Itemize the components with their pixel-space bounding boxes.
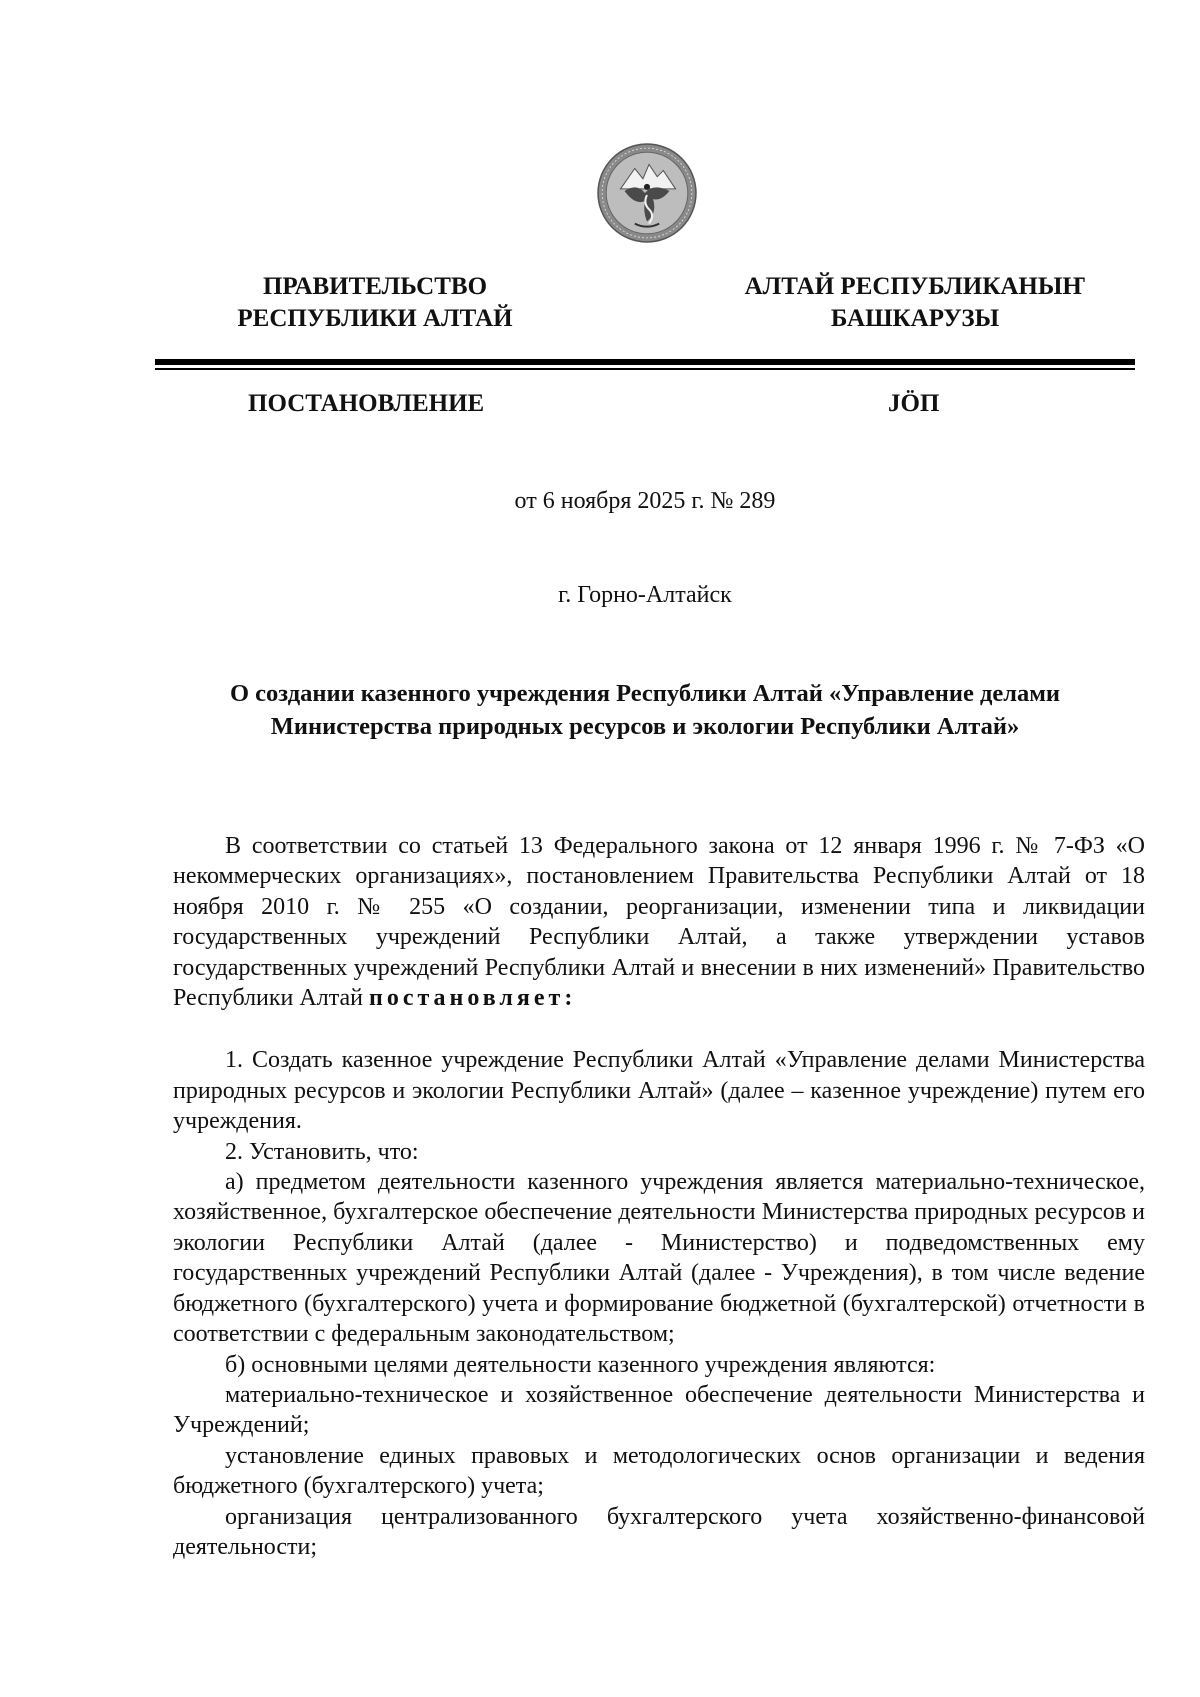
org-name-russian-line2: РЕСПУБЛИКИ АЛТАЙ: [237, 305, 513, 332]
paragraph-2b: б) основными целями деятельности казенного учреждения являются:: [225, 1351, 936, 1378]
header-divider-thin: [155, 368, 1135, 370]
document-city: г. Горно-Алтайск: [558, 582, 732, 608]
document-title: [155, 677, 1135, 743]
header-divider-thick: [155, 359, 1135, 365]
org-name-russian: [225, 271, 525, 335]
paragraph-1: 1. Создать казенное учреждение Республики Алтай «Управление делами Министерства природных ресурсов и экологии Республики Алтай» (далее – казенное учреждение) путем его учреждения.: [173, 1047, 1145, 1135]
org-name-altai-line2: БАШКАРУЗЫ: [830, 305, 1000, 332]
document-title-line2: Министерства природных ресурсов и экологии Республики Алтай»: [270, 713, 1020, 740]
document-date-number: от 6 ноября 2025 г. № 289: [514, 488, 776, 514]
paragraph-2a: а) предметом деятельности казенного учреждения является материально-техническое, хозяйственное, бухгалтерское обеспечение деятельности Министерства природных ресурсов и экологии Республики Алтай (далее - Министерство) и подведомственных ему государственных учреждений Республики Алтай (далее - Учреждения), в том числе ведение бюджетного (бухгалтерского) учета и формирование бюджетной (бухгалтерской) отчетности в соответствии с федеральным законодательством;: [173, 1169, 1145, 1348]
org-name-altai: [735, 271, 1095, 335]
org-name-altai-line1: АЛТАЙ РЕСПУБЛИКАНЫҤ: [744, 273, 1086, 300]
doc-type-altai: ЈӦП: [888, 390, 940, 417]
resolves-word: постановляет: [368, 985, 565, 1012]
republic-emblem: [596, 142, 698, 244]
paragraph-2b-item-1: материально-техническое и хозяйственное обеспечение деятельности Министерства и Учреждений;: [173, 1381, 1145, 1439]
preamble-paragraph: [173, 831, 1145, 1013]
doc-type-russian: ПОСТАНОВЛЕНИЕ: [248, 390, 485, 417]
document-body: [173, 831, 1145, 1562]
paragraph-2b-item-3: организация централизованного бухгалтерского учета хозяйственно-финансовой деятельности;: [173, 1503, 1145, 1560]
document-title-line1: О создании казенного учреждения Республики Алтай «Управление делами: [229, 680, 1061, 707]
resolves-colon: :: [564, 985, 577, 1012]
paragraph-2b-item-2: установление единых правовых и методологических основ организации и ведения бюджетного (бухгалтерского) учета;: [173, 1442, 1145, 1500]
org-name-russian-line1: ПРАВИТЕЛЬСТВО: [262, 273, 488, 300]
paragraph-2: 2. Установить, что:: [225, 1138, 419, 1165]
preamble-text: В соответствии со статьей 13 Федерального закона от 12 января 1996 г. № 7-ФЗ «О некоммерческих организациях», постановлением Правительства Республики Алтай от 18 ноября 2010 г. № 255 «О создании, реорганизации, изменении типа и ликвидации государственных учреждений Республики Алтай, а также утверждении уставов государственных учреждений Республики Алтай и внесении в них изменений» Правительство Республики Алтай: [173, 833, 1145, 1012]
